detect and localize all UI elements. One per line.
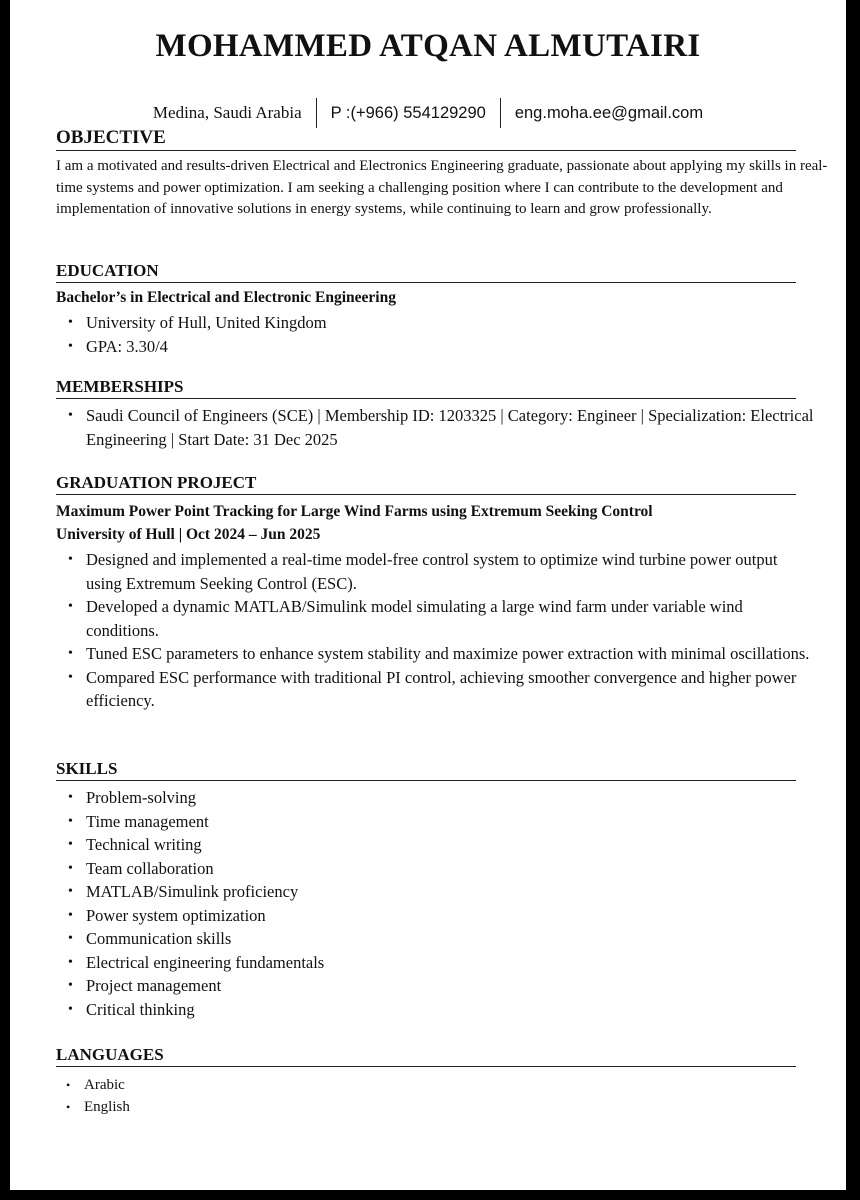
list-item: • Communication skills xyxy=(56,927,816,951)
list-item: • English xyxy=(56,1096,816,1118)
memberships-heading: MEMBERSHIPS xyxy=(56,377,796,399)
list-item: • Technical writing xyxy=(56,833,816,857)
candidate-name: MOHAMMED ATQAN ALMUTAIRI xyxy=(155,28,701,64)
contact-line xyxy=(10,97,846,129)
list-item: • Designed and implemented a real-time model-free control system to optimize wind turbine power output using Extremum Seeking Control (ESC). xyxy=(56,548,816,595)
list-item: • Tuned ESC parameters to enhance system stability and maximize power extraction with minimal oscillations. xyxy=(56,642,816,666)
skills-list xyxy=(56,786,816,1021)
list-item: • Arabic xyxy=(56,1074,816,1096)
project-meta: University of Hull | Oct 2024 – Jun 2025 xyxy=(56,526,321,543)
list-item: • Team collaboration xyxy=(56,857,816,881)
education-degree: Bachelor’s in Electrical and Electronic Engineering xyxy=(56,289,396,306)
contact-location: Medina, Saudi Arabia xyxy=(152,103,302,122)
list-item: • Developed a dynamic MATLAB/Simulink model simulating a large wind farm under variable wind conditions. xyxy=(56,595,816,642)
list-item: • Power system optimization xyxy=(56,904,816,928)
education-heading: EDUCATION xyxy=(56,261,796,283)
list-item: • GPA: 3.30/4 xyxy=(56,335,816,359)
objective-heading: OBJECTIVE xyxy=(56,127,796,151)
list-item: • Saudi Council of Engineers (SCE) | Membership ID: 1203325 | Category: Engineer | Specialization: Electrical Engineering | Start Date: 31 Dec 2025 xyxy=(56,404,816,451)
project-heading: GRADUATION PROJECT xyxy=(56,473,796,495)
list-item: • Problem-solving xyxy=(56,786,816,810)
contact-divider xyxy=(316,98,317,128)
project-list xyxy=(56,548,816,713)
list-item: • Time management xyxy=(56,810,816,834)
languages-list xyxy=(56,1074,816,1118)
project-name: Maximum Power Point Tracking for Large Wind Farms using Extremum Seeking Control xyxy=(56,503,653,520)
memberships-list xyxy=(56,404,816,451)
list-item: • University of Hull, United Kingdom xyxy=(56,311,816,335)
skills-heading: SKILLS xyxy=(56,759,796,781)
list-item: • Compared ESC performance with traditional PI control, achieving smoother convergence and higher power efficiency. xyxy=(56,666,816,713)
languages-heading: LANGUAGES xyxy=(56,1045,796,1067)
list-item: • Electrical engineering fundamentals xyxy=(56,951,816,975)
list-item: • Critical thinking xyxy=(56,998,816,1022)
education-list xyxy=(56,311,816,358)
contact-phone: P :(+966) 554129290 xyxy=(330,103,486,122)
list-item: • Project management xyxy=(56,974,816,998)
list-item: • MATLAB/Simulink proficiency xyxy=(56,880,816,904)
contact-email: eng.moha.ee@gmail.com xyxy=(514,103,704,122)
objective-text: I am a motivated and results-driven Electrical and Electronics Engineering graduate, passionate about applying my skills in real-time systems and power optimization. I am seeking a challenging position where I can contribute to the development and implementation of innovative solutions in energy systems, while continuing to learn and grow professionally. xyxy=(56,158,828,217)
resume-page xyxy=(10,0,846,1190)
contact-divider xyxy=(500,98,501,128)
